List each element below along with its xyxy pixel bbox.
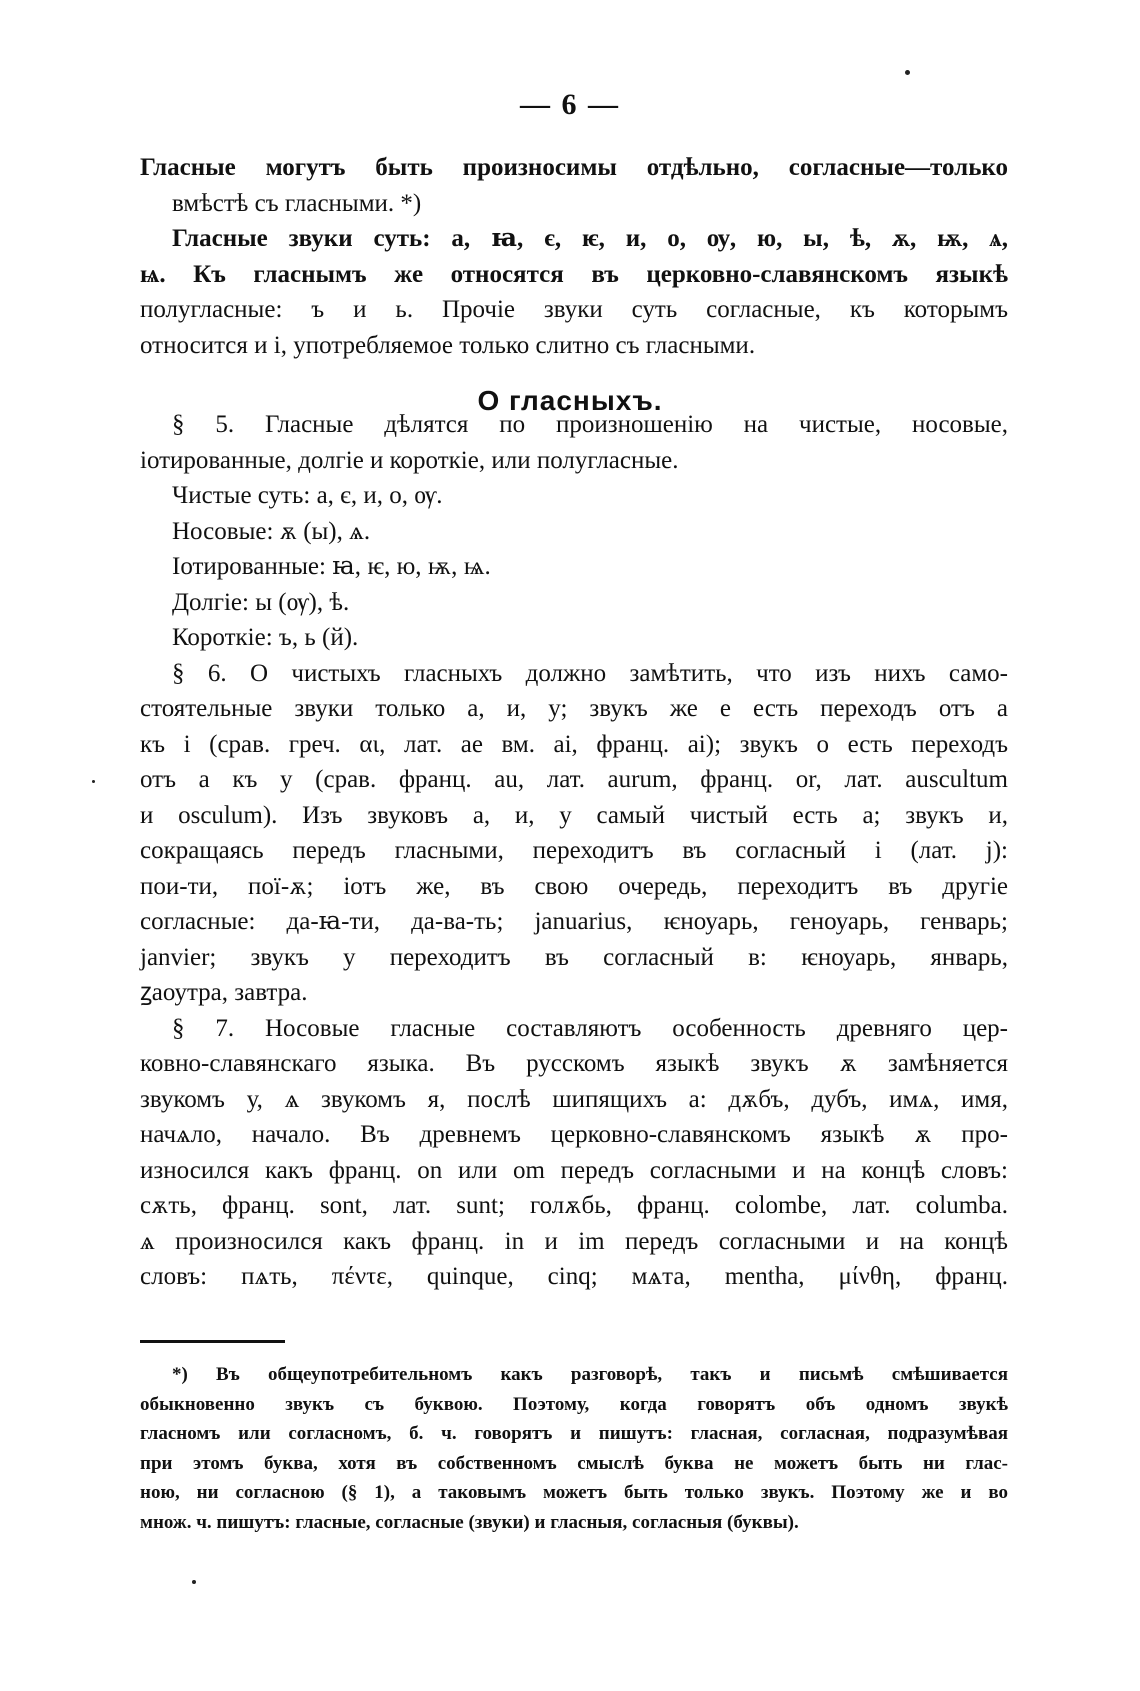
footnote-line: *) Въ общеупотребительномъ какъ разговорѣ, такъ и письмѣ смѣшивается <box>172 1364 1008 1385</box>
text-line: относится и і, употребляемое только слитно съ гласными. <box>140 331 756 359</box>
scan-speck <box>92 780 95 783</box>
text-line: пои-ти, пої-ѫ; іотъ же, въ свою очередь, переходитъ въ другіе <box>140 872 1008 900</box>
text-line: § 5. Гласные дѣлятся по произношенію на чистые, носовые, <box>172 411 1008 438</box>
text-line: стоятельные звуки только а, и, у; звукъ же е есть переходъ отъ а <box>140 695 1008 722</box>
text-line: вмѣстѣ съ гласными. *) <box>172 189 422 217</box>
scan-speck <box>905 70 910 75</box>
intro-paragraphs <box>140 150 1008 363</box>
page-number: — 6 — <box>520 88 620 121</box>
text-line: Носовые: ѫ (ы), ѧ. <box>172 517 371 545</box>
footnote-line: гласномъ или согласномъ, б. ч. говорятъ и пишутъ: гласная, согласная, подразумѣвая <box>140 1423 1008 1444</box>
text-line: ꙁаоутра, завтра. <box>140 979 308 1006</box>
text-line: janvier; звукъ у переходитъ въ согласный в: ѥноуарь, январь, <box>140 943 1008 971</box>
footnote-line: ною, ни согласною (§ 1), а таковымъ можетъ быть только звукъ. Поэтому же и во <box>140 1482 1008 1503</box>
footnote <box>140 1360 1008 1537</box>
text-line: согласные: да-ꙗ-ти, да-ва-ть; januarius, ѥноуарь, геноуарь, генварь; <box>140 908 1008 935</box>
text-line: Короткіе: ъ, ь (й). <box>172 624 359 651</box>
text-line: отъ а къ у (срав. франц. au, лат. aurum, франц. or, лат. auscultum <box>140 766 1008 793</box>
text-line: § 7. Носовые гласные составляютъ особенность древняго цер- <box>172 1014 1008 1042</box>
footnote-line: множ. ч. пишутъ: гласные, согласные (звуки) и гласныя, согласныя (буквы). <box>140 1511 799 1533</box>
section-heading: О гласныхъ. <box>477 385 663 416</box>
text-line: ѩ. Къ гласнымъ же относятся въ церковно-славянскомъ языкѣ <box>140 260 1008 288</box>
text-line: ковно-славянскаго языка. Въ русскомъ языкѣ звукъ ѫ замѣняется <box>140 1050 1008 1077</box>
text-line: словъ: пѧть, πέντε, quinque, cinq; мѧта, mentha, μίνθη, франц. <box>140 1263 1008 1290</box>
text-line: ѧ произносился какъ франц. in и im передъ согласными и на концѣ <box>140 1227 1008 1255</box>
text-line: и osculum). Изъ звуковъ а, и, у самый чистый есть а; звукъ и, <box>140 801 1008 829</box>
text-line: сокращаясь передъ гласными, переходитъ въ согласный і (лат. j): <box>140 837 1008 864</box>
text-line: износился какъ франц. on или om передъ согласными и на концѣ словъ: <box>140 1156 1008 1184</box>
text-line: Чистые суть: а, є, и, о, ѹ. <box>172 482 443 509</box>
footnote-line: при этомъ буква, хотя въ собственномъ смыслѣ буква не можетъ быть ни глас- <box>140 1452 1008 1474</box>
main-paragraphs <box>140 407 1008 1295</box>
text-line: § 6. О чистыхъ гласныхъ должно замѣтить, что изъ нихъ само- <box>172 659 1008 687</box>
text-line: Долгіе: ы (ѹ), ѣ. <box>172 588 350 616</box>
text-line: Гласные могутъ быть произносимы отдѣльно, согласные—только <box>140 154 1008 181</box>
text-line: сѫть, франц. sont, лат. sunt; голѫбь, франц. colombe, лат. columba. <box>140 1192 1008 1219</box>
scan-speck <box>192 1580 196 1584</box>
text-line: іотированные, долгіе и короткіе, или полугласные. <box>140 446 679 474</box>
footnote-line: обыкновенно звукъ съ буквою. Поэтому, когда говорятъ объ одномъ звукѣ <box>140 1393 1008 1415</box>
text-line: Гласные звуки суть: а, ꙗ, є, ѥ, и, о, ѹ, ю, ы, ѣ, ѫ, ѭ, ѧ, <box>172 225 1008 252</box>
text-line: къ і (срав. греч. αι, лат. ae вм. ai, франц. ai); звукъ о есть переходъ <box>140 730 1008 758</box>
text-line: начѧло, начало. Въ древнемъ церковно-славянскомъ языкѣ ѫ про- <box>140 1121 1008 1148</box>
text-line: Іотированные: ꙗ, ѥ, ю, ѭ, ѩ. <box>172 553 491 580</box>
text-line: звукомъ у, ѧ звукомъ я, послѣ шипящихъ а: дѫбъ, дубъ, имѧ, имя, <box>140 1085 1008 1113</box>
text-line: полугласные: ъ и ь. Прочіе звуки суть согласные, къ которымъ <box>140 296 1008 323</box>
footnote-rule <box>140 1340 285 1343</box>
